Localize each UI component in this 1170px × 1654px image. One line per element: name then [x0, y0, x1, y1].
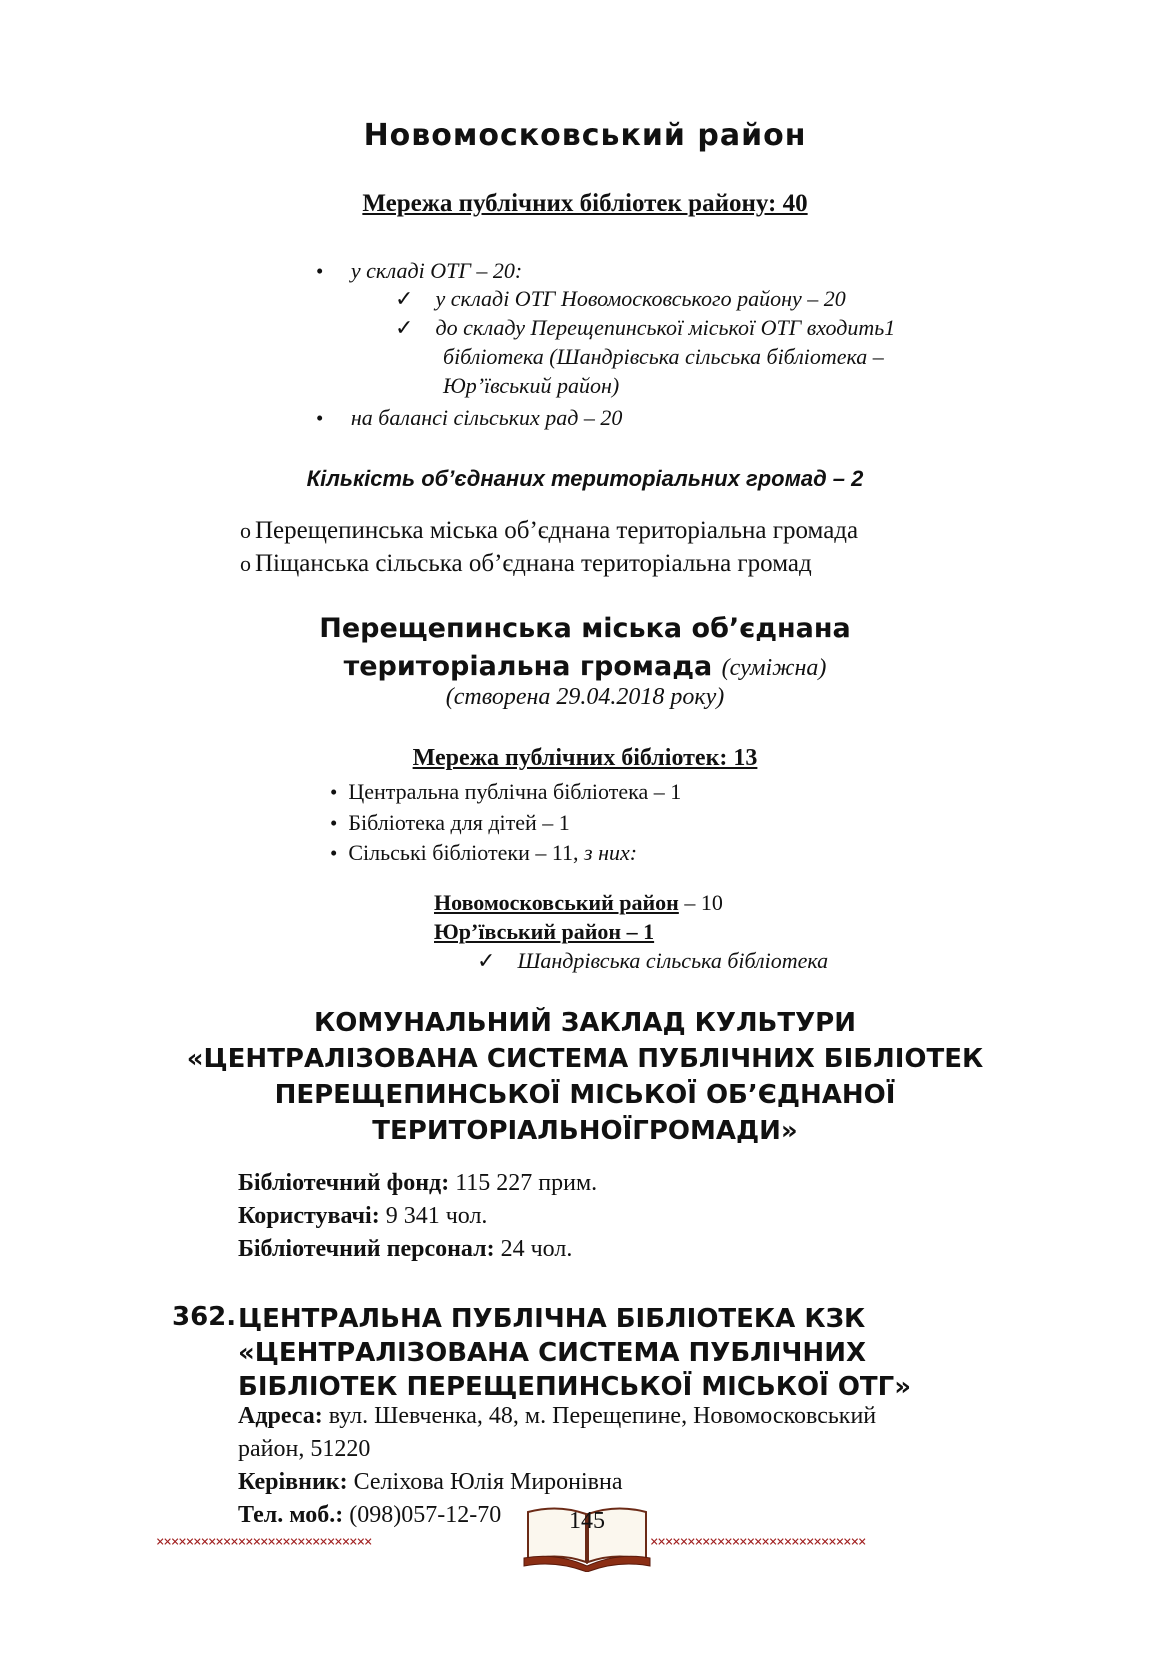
address-label: Адреса: — [238, 1403, 323, 1429]
stat-label: Бібліотечний фонд: — [238, 1170, 450, 1196]
list-item-tail: з них: — [584, 840, 638, 865]
list-item — [330, 779, 681, 805]
breakdown-row — [434, 888, 723, 917]
list-item — [330, 840, 637, 866]
ornament-left: ××××××××××××××××××××××××××××× — [156, 1534, 372, 1550]
breakdown-value: – 10 — [678, 890, 723, 915]
bullet-icon: • — [330, 811, 338, 835]
list-item — [395, 284, 846, 313]
bullet-icon: • — [330, 780, 338, 804]
institution-title-line: ТЕРИТОРІАЛЬНОЇГРОМАДИ» — [372, 1116, 798, 1146]
ornament-right: ××××××××××××××××××××××××××××× — [650, 1534, 866, 1550]
entry-title-line: «ЦЕНТРАЛІЗОВАНА СИСТЕМА ПУБЛІЧНИХ — [238, 1338, 866, 1368]
list-item-continuation: Юр’ївський район) — [443, 373, 620, 398]
stat-label: Бібліотечний персонал: — [238, 1236, 495, 1262]
entry-address — [238, 1400, 1018, 1433]
list-item — [316, 403, 622, 433]
entry-number: 362. — [172, 1302, 237, 1332]
circle-bullet-icon: o — [240, 518, 251, 543]
breakdown-item-text: Шандрівська сільська бібліотека — [517, 948, 829, 973]
list-item-text: Бібліотека для дітей – 1 — [348, 810, 570, 835]
bullet-icon: • — [316, 259, 324, 283]
stat-value: 9 341 чол. — [379, 1203, 488, 1229]
phone-label: Тел. моб.: — [238, 1502, 344, 1528]
stat-label: Користувачі: — [238, 1203, 380, 1229]
otg-count-heading: Кількість об’єднаних територіальних громад – 2 — [306, 466, 864, 491]
page-number: 145 — [569, 1508, 605, 1534]
entry-head — [238, 1466, 623, 1499]
head-label: Керівник: — [238, 1469, 348, 1495]
entry-address-continuation: район, 51220 — [238, 1436, 371, 1462]
community-title-note: (суміжна) — [721, 655, 827, 681]
breakdown-label: Юр’ївський район – 1 — [434, 919, 655, 944]
phone-value: (098)057-12-70 — [343, 1502, 502, 1528]
bullet-icon: • — [330, 841, 338, 865]
list-item — [330, 810, 570, 836]
checkmark-icon: ✓ — [395, 315, 414, 340]
list-item — [240, 550, 812, 578]
institution-title-line: «ЦЕНТРАЛІЗОВАНА СИСТЕМА ПУБЛІЧНИХ БІБЛІОТЕК — [186, 1044, 984, 1074]
community-created-date: (створена 29.04.2018 року) — [445, 684, 725, 710]
list-item-text: до складу Перещепинської міської ОТГ входить1 — [435, 315, 896, 340]
bullet-icon: • — [316, 406, 324, 430]
page-title: Новомосковський район — [363, 118, 807, 153]
community-title-line1: Перещепинська міська об’єднана — [319, 613, 851, 644]
list-item — [395, 313, 895, 342]
institution-title-line: КОМУНАЛЬНИЙ ЗАКЛАД КУЛЬТУРИ — [314, 1008, 856, 1038]
checkmark-icon: ✓ — [395, 286, 414, 311]
stat-row — [238, 1203, 487, 1230]
list-item-text: у складі ОТГ Новомосковського району – 20 — [435, 286, 846, 311]
entry-phone — [238, 1499, 501, 1532]
community-title-text: територіальна громада — [343, 651, 713, 682]
list-item-text: Сільські бібліотеки – 11, — [348, 840, 579, 865]
checkmark-icon: ✓ — [477, 948, 496, 973]
community-network-heading: Мережа публічних бібліотек: 13 — [412, 745, 758, 771]
address-value: вул. Шевченка, 48, м. Перещепине, Новомосковський — [322, 1403, 877, 1429]
stat-value: 24 чол. — [494, 1236, 573, 1262]
institution-title-line: ПЕРЕЩЕПИНСЬКОЇ МІСЬКОЇ ОБ’ЄДНАНОЇ — [274, 1080, 896, 1110]
list-item-text: Перещепинська міська об’єднана територіальна громада — [255, 517, 859, 544]
district-network-heading: Мережа публічних бібліотек району: 40 — [362, 190, 808, 217]
entry-title-line: ЦЕНТРАЛЬНА ПУБЛІЧНА БІБЛІОТЕКА КЗК — [238, 1304, 866, 1334]
head-value: Селіхова Юлія Миронівна — [347, 1469, 623, 1495]
community-title-line2 — [0, 648, 1170, 687]
list-item-text: на балансі сільських рад – 20 — [350, 405, 623, 430]
circle-bullet-icon: o — [240, 551, 251, 576]
entry-title-line: БІБЛІОТЕК ПЕРЕЩЕПИНСЬКОЇ МІСЬКОЇ ОТГ» — [238, 1372, 912, 1402]
stat-row — [238, 1170, 597, 1197]
list-item-text: Піщанська сільська об’єднана територіальна громад — [255, 550, 812, 577]
list-item — [240, 517, 858, 545]
stat-row — [238, 1236, 572, 1263]
stat-value: 115 227 прим. — [449, 1170, 598, 1196]
list-item-continuation: бібліотека (Шандрівська сільська бібліотека – — [443, 344, 884, 369]
list-item — [316, 256, 522, 286]
list-item-text: Центральна публічна бібліотека – 1 — [348, 779, 682, 804]
breakdown-label: Новомосковський район — [434, 890, 679, 915]
list-item-text: у складі ОТГ – 20: — [350, 258, 523, 283]
breakdown-row — [434, 917, 654, 946]
breakdown-item — [477, 946, 828, 975]
